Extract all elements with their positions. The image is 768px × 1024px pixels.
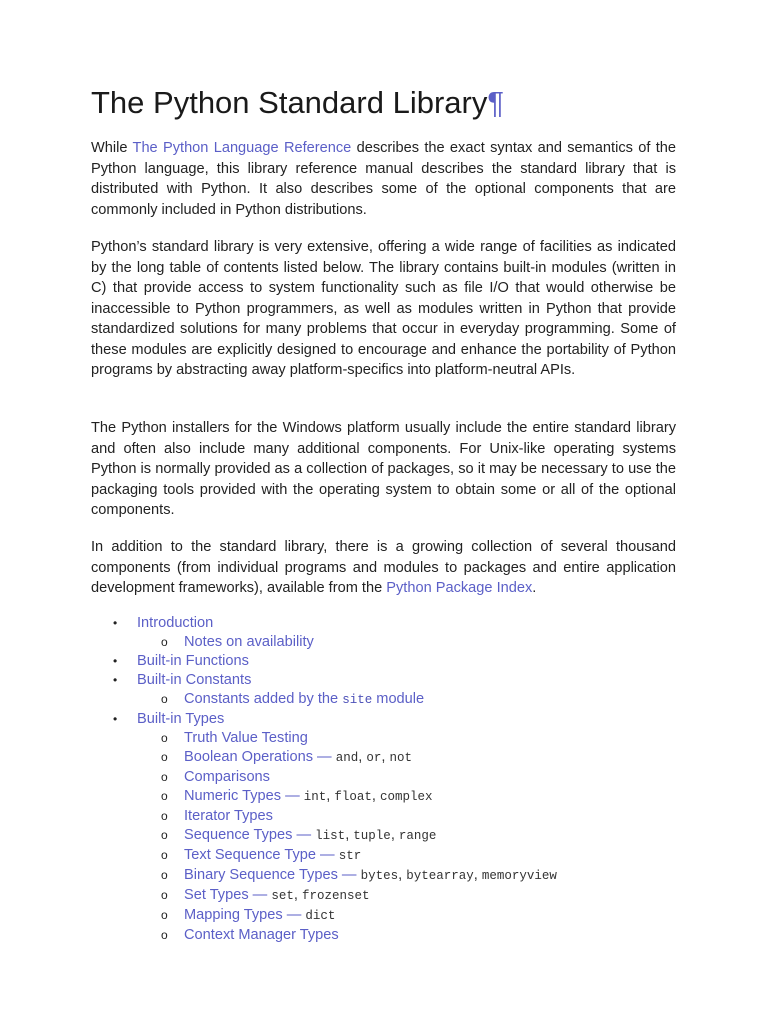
toc-link-introduction[interactable]: Introduction: [137, 615, 214, 631]
bullet-icon: •: [113, 673, 118, 687]
library-description-paragraph: Python’s standard library is very extensive, offering a wide range of facilities as indicated by the long table of contents listed below. The library contains built-in modules (written in C) that provide access to system functionality such as file I/O that would otherwise be inaccessible to Python programmers, as well as modules written in Python that provide standardized solutions for many problems that occur in everyday programming. Some of these modules are explicitly designed to encourage and enhance the portability of Python programs by abstracting away platform-specifics into platform-neutral APIs.: [91, 239, 676, 378]
document-page: [91, 84, 676, 943]
toc-item: [91, 614, 676, 633]
circle-bullet-icon: o: [161, 750, 168, 764]
page-title: The Python Standard Library¶: [91, 85, 504, 120]
toc-link-boolean-operations[interactable]: Boolean Operations — and, or, not: [184, 749, 412, 765]
toc-link-sequence-types[interactable]: Sequence Types — list, tuple, range: [184, 827, 437, 843]
circle-bullet-icon: o: [161, 731, 168, 745]
toc-subitem: [91, 886, 676, 906]
toc-link-truth-value-testing[interactable]: Truth Value Testing: [184, 730, 308, 746]
circle-bullet-icon: o: [161, 770, 168, 784]
toc-item: [91, 671, 676, 690]
toc-link-builtin-functions[interactable]: Built-in Functions: [137, 653, 249, 669]
circle-bullet-icon: o: [161, 868, 168, 882]
bullet-icon: •: [113, 616, 118, 630]
bullet-icon: •: [113, 654, 118, 668]
table-of-contents: [91, 614, 676, 945]
toc-subitem: [91, 729, 676, 748]
toc-subitem: [91, 768, 676, 787]
toc-subitem: [91, 826, 676, 846]
toc-item: [91, 710, 676, 729]
toc-link-mapping-types[interactable]: Mapping Types — dict: [184, 907, 336, 923]
toc-link-notes-on-availability[interactable]: Notes on availability: [184, 634, 314, 650]
circle-bullet-icon: o: [161, 789, 168, 803]
toc-link-constants-site[interactable]: Constants added by the site module: [184, 691, 425, 707]
bullet-icon: •: [113, 712, 118, 726]
circle-bullet-icon: o: [161, 908, 168, 922]
toc-link-context-manager-types[interactable]: Context Manager Types: [184, 927, 339, 943]
toc-subitem: [91, 846, 676, 866]
toc-item: [91, 652, 676, 671]
toc-link-set-types[interactable]: Set Types — set, frozenset: [184, 887, 370, 903]
toc-subitem: [91, 926, 676, 945]
circle-bullet-icon: o: [161, 692, 168, 706]
package-index-paragraph: In addition to the standard library, there is a growing collection of several thousand components (from individual programs and modules to packages and entire application development frameworks), available from the Python Package Index.: [91, 539, 676, 596]
circle-bullet-icon: o: [161, 828, 168, 842]
language-reference-link[interactable]: The Python Language Reference: [132, 140, 352, 156]
installers-paragraph: The Python installers for the Windows platform usually include the entire standard library and often also include many additional components. For Unix-like operating systems Python is normally provided as a collection of packages, so it may be necessary to use the packaging tools provided with the operating system to obtain some or all of the optional components.: [91, 420, 676, 518]
toc-link-binary-sequence-types[interactable]: Binary Sequence Types — bytes, bytearray, memoryview: [184, 867, 557, 883]
circle-bullet-icon: o: [161, 848, 168, 862]
circle-bullet-icon: o: [161, 888, 168, 902]
toc-link-comparisons[interactable]: Comparisons: [184, 769, 270, 785]
toc-subitem: [91, 787, 676, 807]
toc-subitem: [91, 906, 676, 926]
toc-subitem: [91, 690, 676, 710]
toc-subitem: [91, 633, 676, 652]
toc-link-numeric-types[interactable]: Numeric Types — int, float, complex: [184, 788, 433, 804]
toc-link-text-sequence-type[interactable]: Text Sequence Type — str: [184, 847, 362, 863]
toc-link-builtin-constants[interactable]: Built-in Constants: [137, 672, 252, 688]
toc-subitem: [91, 866, 676, 886]
toc-subitem: [91, 748, 676, 768]
circle-bullet-icon: o: [161, 928, 168, 942]
permalink-pilcrow[interactable]: ¶: [487, 85, 504, 120]
circle-bullet-icon: o: [161, 809, 168, 823]
toc-link-builtin-types[interactable]: Built-in Types: [137, 711, 225, 727]
package-index-link[interactable]: Python Package Index: [386, 580, 533, 596]
toc-link-iterator-types[interactable]: Iterator Types: [184, 808, 273, 824]
toc-subitem: [91, 807, 676, 826]
circle-bullet-icon: o: [161, 635, 168, 649]
intro-paragraph: While The Python Language Reference describes the exact syntax and semantics of the Python language, this library reference manual describes the standard library that is distributed with Python. It also describes some of the optional components that are commonly included in Python distributions.: [91, 140, 676, 218]
